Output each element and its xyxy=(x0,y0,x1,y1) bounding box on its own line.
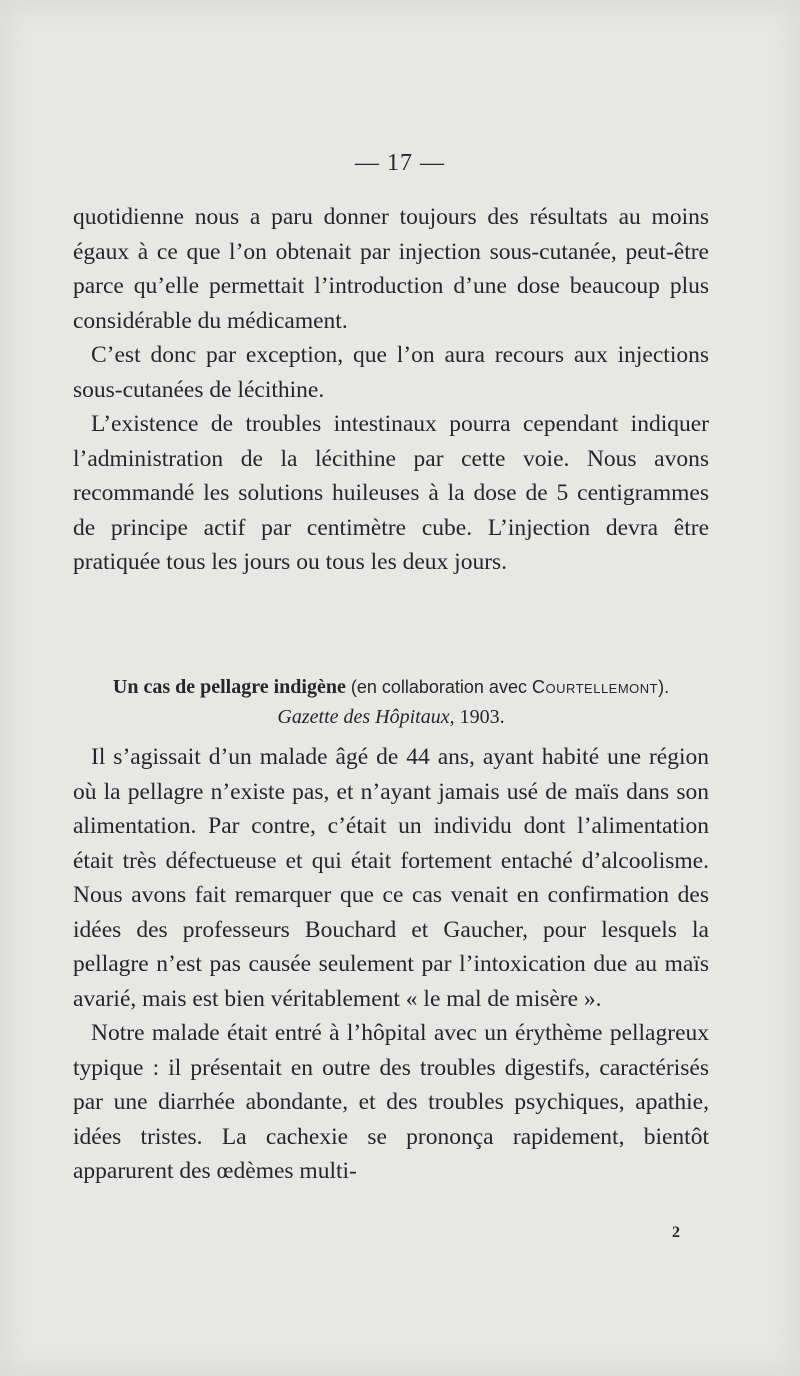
paragraph: L’existence de troubles intestinaux pourra cependant indiquer l’administration de la lécithine par cette voie. Nous avons recommandé les solutions huileuses à la dose de 5 centigrammes de principe actif par centimètre cube. L’injection devra être pratiquée tous les jours ou tous les deux jours. xyxy=(73,411,709,575)
entry-collab-suffix: ). xyxy=(658,677,670,697)
text-block-lecithine xyxy=(73,200,709,580)
entry-line-1 xyxy=(73,672,709,702)
entry-collab-prefix: (en collaboration avec xyxy=(345,677,532,697)
paragraph: C’est donc par exception, que l’on aura recours aux injections sous-cutanées de lécithine. xyxy=(73,342,709,403)
paragraph: quotidienne nous a paru donner toujours des résultats au moins égaux à ce que l’on obtenait par injection sous-cutanée, peut-être parce qu’elle permettait l’introduction d’une dose beaucoup plus considérable du médicament. xyxy=(73,204,709,334)
paragraph: Il s’agissait d’un malade âgé de 44 ans, ayant habité une région où la pellagre n’existe pas, et n’ayant jamais usé de maïs dans son alimentation. Par contre, c’était un individu dont l’alimentation était très défectueuse et qui était fortement entaché d’alcoolisme. Nous avons fait remarquer que ce cas venait en confirmation des idées des professeurs Bouchard et Gaucher, pour lesquels la pellagre n’est pas causée seulement par l’intoxication due au maïs avarié, mais est bien véritablement « le mal de misère ». xyxy=(73,744,709,1012)
entry-year: 1903. xyxy=(454,706,505,728)
signature-mark: 2 xyxy=(672,1224,680,1241)
page-number: — 17 — xyxy=(355,150,445,176)
paragraph: Notre malade était entré à l’hôpital avec un érythème pellagreux typique : il présentait en outre des troubles digestifs, caractérisés par une diarrhée abondante, et des troubles psychiques, apathie, idées tristes. La cachexie se prononça rapidement, bientôt apparurent des œdèmes multi- xyxy=(73,1020,709,1184)
entry-collab-name: Courtellemont xyxy=(531,677,659,697)
text-block-pellagre xyxy=(73,740,709,1189)
entry-journal: Gazette des Hôpitaux, xyxy=(277,706,455,728)
entry-line-2 xyxy=(73,702,709,732)
entry-title: Un cas de pellagre indigène xyxy=(112,676,346,698)
bibliographic-entry xyxy=(73,672,709,732)
